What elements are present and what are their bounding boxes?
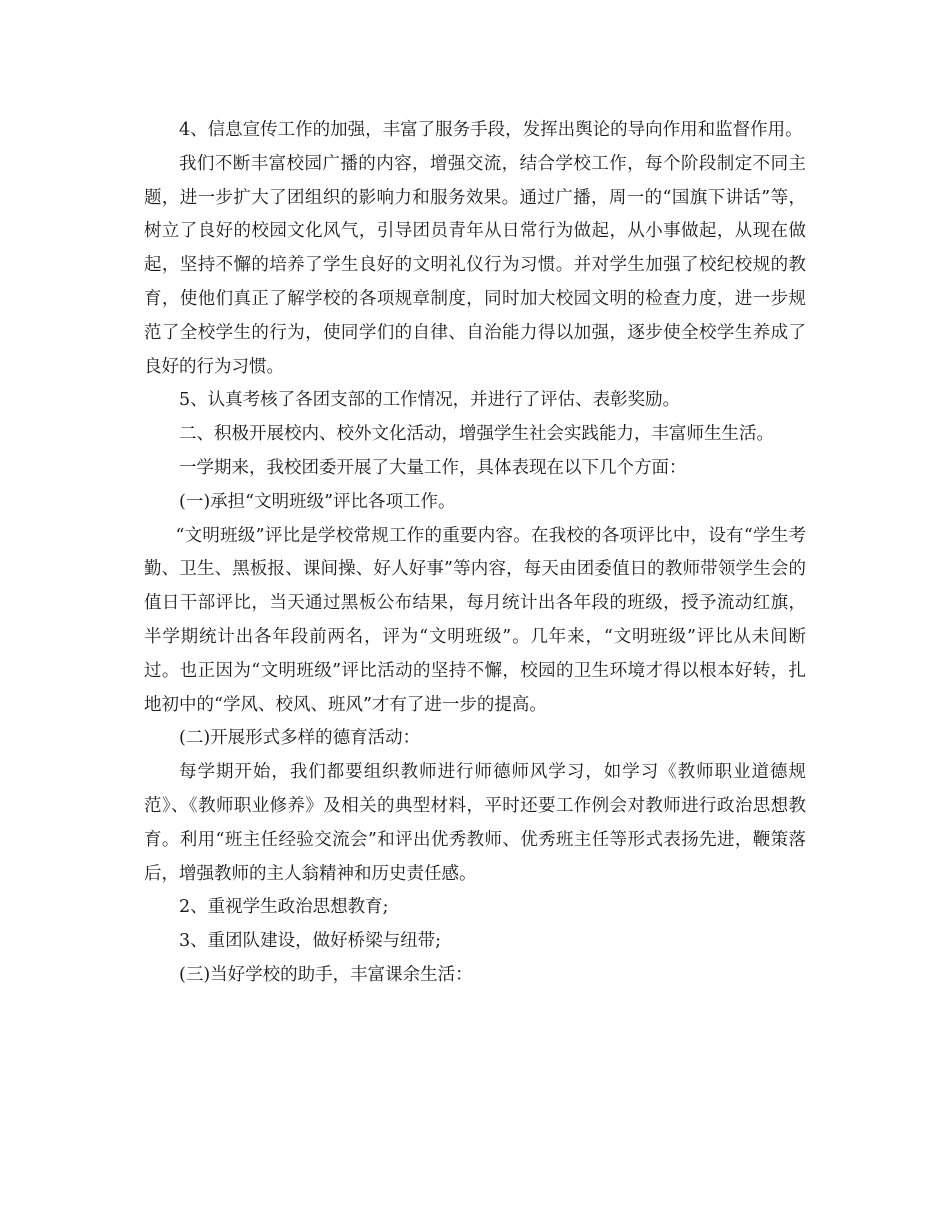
subheading-civilized-class: (一)承担“文明班级”评比各项工作。	[179, 491, 456, 512]
subheading-school-assistant: (三)当好学校的助手，丰富课余生活：	[179, 964, 473, 985]
paragraph-civilized-class-evaluation: “文明班级”评比是学校常规工作的重要内容。在我校的各项评比中，设有“学生考勤、卫生、黑板报、课间操、好人好事”等内容，每天由团委值日的教师带领学生会的值日干部评比，当天通过黑板公布结果，每月统计出各年段的班级，授予流动红旗，半学期统计出各年段前两名，评为“文明班级”。几年来，“文明班级”评比从未间断过。也正因为“文明班级”评比活动的坚持不懈，校园的卫生环境才得以根本好转，扎地初中的“学风、校风、班风”才有了进一步的提高。	[144, 525, 806, 715]
paragraph-info-publicity: 4、信息宣传工作的加强，丰富了服务手段，发挥出舆论的导向作用和监督作用。	[179, 120, 803, 140]
paragraph-teacher-ethics: 每学期开始，我们都要组织教师进行师德师风学习，如学习《教师职业道德规范》、《教师职业修养》及相关的典型材料，平时还要工作例会对教师进行政治思想教育。利用“班主任经验交流会”和评出优秀教师、优秀班主任等形式表扬先进，鞭策落后，增强教师的主人翁精神和历史责任感。	[144, 762, 806, 884]
paragraph-branch-assessment: 5、认真考核了各团支部的工作情况，并进行了评估、表彰奖励。	[179, 390, 681, 411]
list-item-political-education: 2、重视学生政治思想教育;	[179, 897, 389, 918]
paragraph-campus-broadcast: 我们不断丰富校园广播的内容，增强交流，结合学校工作，每个阶段制定不同主题，进一步扩大了团组织的影响力和服务效果。通过广播，周一的“国旗下讲话”等，树立了良好的校园文化风气，引导团员青年从日常行为做起，从小事做起，从现在做起，坚持不懈的培养了学生良好的文明礼仪行为习惯。并对学生加强了校纪校规的教育，使他们真正了解学校的各项规章制度，同时加大校园文明的检查力度，进一步规范了全校学生的行为，使同学们的自律、自治能力得以加强，逐步使全校学生养成了良好的行为习惯。	[144, 153, 806, 377]
subheading-moral-education: (二)开展形式多样的德育活动：	[179, 728, 421, 749]
document-page	[144, 114, 806, 993]
list-item-team-building: 3、重团队建设，做好桥梁与纽带;	[179, 931, 442, 952]
section-heading-cultural-activities: 二、积极开展校内、校外文化活动，增强学生社会实践能力，丰富师生生活。	[179, 424, 774, 445]
paragraph-semester-overview: 一学期来，我校团委开展了大量工作，具体表现在以下几个方面：	[179, 457, 687, 478]
